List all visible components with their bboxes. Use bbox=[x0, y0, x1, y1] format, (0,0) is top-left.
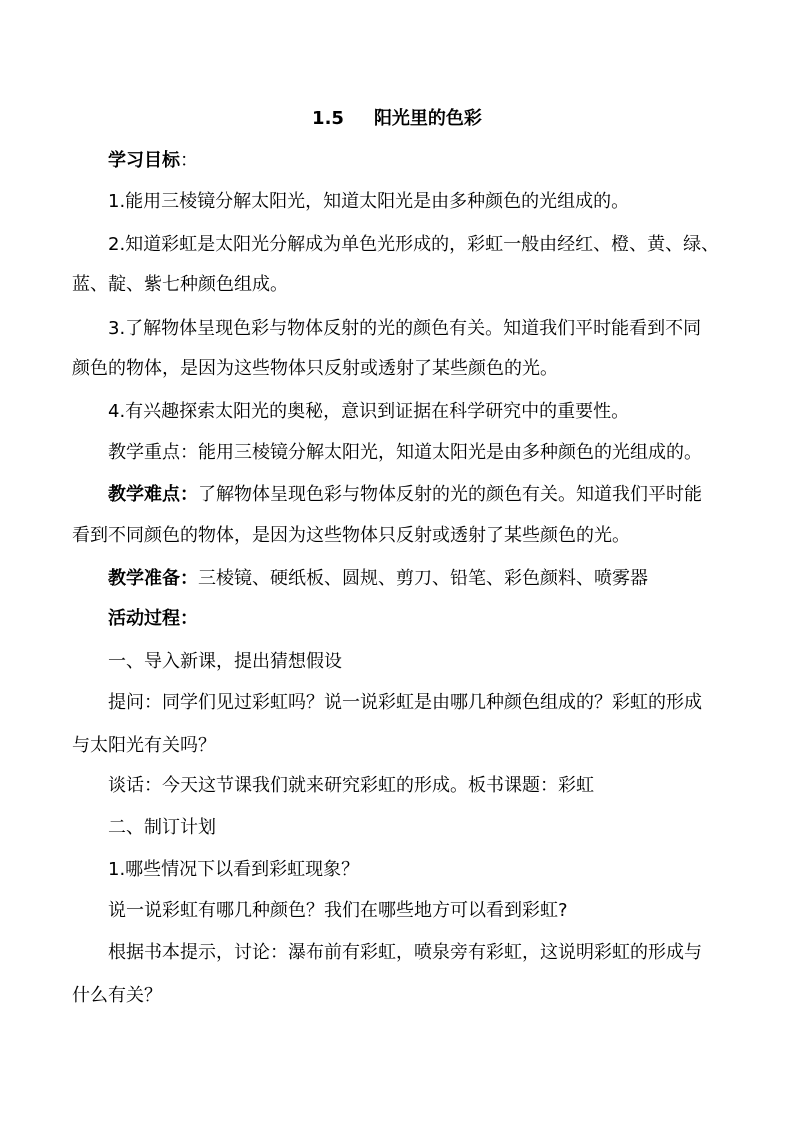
difficulty-label: 教学难点： bbox=[108, 484, 198, 505]
page-title bbox=[0, 106, 794, 132]
objective-2-line-1: 2.知道彩虹是太阳光分解成为单色光形成的，彩虹一般由经红、橙、黄、绿、 bbox=[108, 234, 720, 255]
title-text: 阳光里的色彩 bbox=[373, 108, 482, 129]
process-heading: 活动过程： bbox=[108, 608, 198, 629]
section-2-heading: 二、制订计划 bbox=[108, 817, 216, 838]
section-number: 1.5 bbox=[312, 108, 344, 129]
question-line-1: 提问：同学们见过彩虹吗？说一说彩虹是由哪几种颜色组成的？彩虹的形成 bbox=[108, 692, 702, 713]
say-line: 说一说彩虹有哪几种颜色？我们在哪些地方可以看到彩虹? bbox=[108, 900, 568, 921]
objective-3-line-1: 3.了解物体呈现色彩与物体反射的光的颜色有关。知道我们平时能看到不同 bbox=[108, 318, 702, 339]
objective-2-line-2: 蓝、靛、紫七种颜色组成。 bbox=[72, 274, 288, 295]
objective-4: 4.有兴趣探索太阳光的奥秘，意识到证据在科学研究中的重要性。 bbox=[108, 401, 630, 422]
difficulty-text: 了解物体呈现色彩与物体反射的光的颜色有关。知道我们平时能 bbox=[198, 484, 702, 505]
discuss-line-1: 根据书本提示，讨论：瀑布前有彩虹，喷泉旁有彩虹，这说明彩虹的形成与 bbox=[108, 942, 702, 963]
preparation-text: 三棱镜、硬纸板、圆规、剪刀、铅笔、彩色颜料、喷雾器 bbox=[198, 568, 648, 589]
section-1-heading: 一、导入新课，提出猜想假设 bbox=[108, 651, 342, 672]
objective-1: 1.能用三棱镜分解太阳光，知道太阳光是由多种颜色的光组成的。 bbox=[108, 191, 630, 212]
difficulty-line-2: 看到不同颜色的物体，是因为这些物体只反射或透射了某些颜色的光。 bbox=[72, 525, 630, 546]
objectives-heading bbox=[108, 148, 728, 174]
sub-item-1: 1.哪些情况下以看到彩虹现象？ bbox=[108, 859, 360, 880]
objectives-heading-label: 学习目标 bbox=[108, 150, 180, 171]
preparation bbox=[108, 566, 728, 592]
difficulty-line-1 bbox=[108, 482, 728, 508]
question-line-2: 与太阳光有关吗？ bbox=[72, 735, 216, 756]
preparation-label: 教学准备： bbox=[108, 568, 198, 589]
objectives-heading-colon: ： bbox=[180, 150, 198, 171]
discuss-line-2: 什么有关？ bbox=[72, 985, 162, 1006]
key-point: 教学重点：能用三棱镜分解太阳光，知道太阳光是由多种颜色的光组成的。 bbox=[108, 442, 702, 463]
objective-3-line-2: 颜色的物体，是因为这些物体只反射或透射了某些颜色的光。 bbox=[72, 358, 558, 379]
talk-line: 谈话：今天这节课我们就来研究彩虹的形成。板书课题：彩虹 bbox=[108, 775, 594, 796]
